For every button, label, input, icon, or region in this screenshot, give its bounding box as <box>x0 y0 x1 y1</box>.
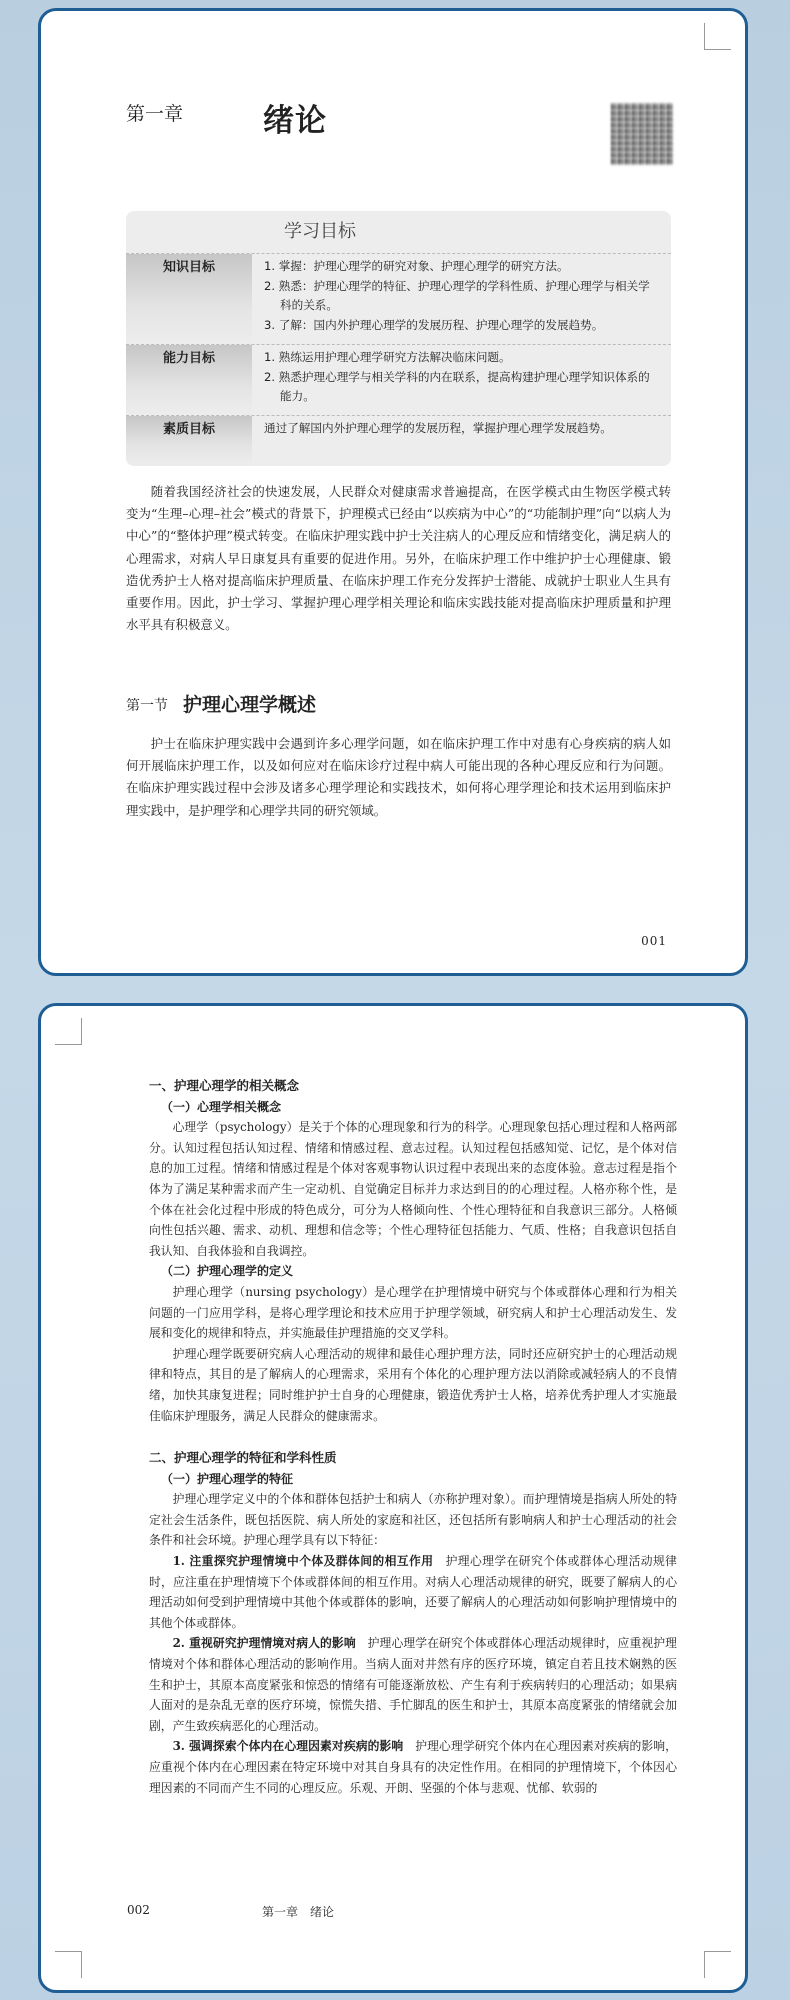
objective-row-ability <box>126 344 671 415</box>
objective-label: 知识目标 <box>126 254 252 344</box>
heading-level-2: （一）心理学相关概念 <box>161 1099 282 1114</box>
section-paragraph: 护士在临床护理实践中会遇到许多心理学问题，如在临床护理工作中对患有心身疾病的病人如何开展临床护理工作，以及如何应对在临床诊疗过程中病人可能出现的各种心理反应和行为问题。在临床护理实践过程中会涉及诸多心理学理论和实践技术，如何将心理学理论和技术运用到临床护理实践中，是护理学和心理学共同的研究领域。 <box>126 736 671 818</box>
page-footer <box>127 1903 335 1919</box>
section-number: 第一节 <box>126 698 168 714</box>
feature-paragraph <box>149 1736 677 1798</box>
body-paragraph: 心理学（psychology）是关于个体的心理现象和行为的科学。心理现象包括心理过程和人格两部分。认知过程包括认知过程、情绪和情感过程、意志过程。认知过程包括感知觉、记忆，是个体对信息的加工过程。情绪和情感过程是个体对客观事物认识过程中表现出来的态度体验。意志过程是指个体为了满足某种需求而产生一定动机、自觉确定目标并力求达到目的的心理过程。人格亦称个性，是个体在社会化过程中形成的特色成分，可分为人格倾向性、个性心理特征和自我意识三部分。人格倾向性包括兴趣、需求、动机、理想和信念等；个性心理特征包括能力、气质、性格；自我意识包括自我认知、自我体验和自我调控。 <box>149 1120 677 1258</box>
qr-code-icon[interactable] <box>611 103 673 165</box>
heading-level-1: 二、护理心理学的特征和学科性质 <box>149 1450 337 1466</box>
objective-item: 2. 熟悉护理心理学与相关学科的内在联系，提高构建护理心理学知识体系的能力。 <box>264 369 650 403</box>
heading-level-1: 一、护理心理学的相关概念 <box>149 1078 300 1093</box>
chapter-label: 第一章 <box>126 103 184 125</box>
crop-mark <box>704 23 731 50</box>
page-two-body <box>149 1076 677 1798</box>
objective-item: 1. 掌握：护理心理学的研究对象、护理心理学的研究方法。 <box>264 259 569 273</box>
objective-item: 2. 熟悉：护理心理学的特征、护理心理学的学科性质、护理心理学与相关学科的关系。 <box>264 278 650 312</box>
heading-level-2: （一）护理心理学的特征 <box>161 1471 294 1486</box>
feature-title: 3. 强调探索个体内在心理因素对疾病的影响 <box>172 1739 404 1754</box>
crop-mark <box>704 1951 731 1978</box>
page-two <box>38 1003 748 1993</box>
section-title: 护理心理学概述 <box>183 694 317 716</box>
page-one <box>38 8 748 976</box>
feature-text: 护理心理学在研究个体或群体心理活动规律时，应重视护理情境对个体和群体心理活动的影响作用。当病人面对井然有序的医疗环境，镇定自若且技术娴熟的医生和护士，其原本高度紧张和惊恐的情绪有可能逐渐放松、产生有利于疾病转归的心理活动；如果病人面对的是杂乱无章的医疗环境，惊慌失措、手忙脚乱的医生和护士，其原本高度紧张的情绪就会加剧，产生致疾病恶化的心理活动。 <box>149 1636 677 1733</box>
feature-paragraph <box>149 1551 677 1633</box>
objective-row-knowledge <box>126 253 671 344</box>
objective-label: 素质目标 <box>126 416 252 466</box>
feature-text: 护理心理学研究个体内在心理因素对疾病的影响，应重视个体内在心理因素在特定环境中对其自身具有的决定性作用。在相同的护理情境下，个体因心理因素的不同而产生不同的心理反应。乐观、开朗、坚强的个体与悲观、忧郁、软弱的 <box>149 1739 677 1795</box>
feature-title: 2. 重视研究护理情境对病人的影响 <box>172 1636 356 1651</box>
learning-objectives-box <box>126 211 671 466</box>
footer-chapter: 第一章 绪论 <box>262 1905 335 1919</box>
objective-label: 能力目标 <box>126 345 252 415</box>
crop-mark <box>55 1951 82 1978</box>
crop-mark <box>55 1018 82 1045</box>
intro-paragraph: 随着我国经济社会的快速发展，人民群众对健康需求普遍提高，在医学模式由生物医学模式转变为“生理–心理–社会”模式的背景下，护理模式已经由“以疾病为中心”的“功能制护理”向“以病人为中心”的“整体护理”模式转变。在临床护理实践中护士关注病人的心理反应和情绪变化，满足病人的心理需求，对病人早日康复具有重要的促进作用。另外，在临床护理工作中维护护士心理健康、锻造优秀护士人格对提高临床护理质量、在临床护理工作充分发挥护士潜能、成就护士职业人生具有重要作用。因此，护士学习、掌握护理心理学相关理论和临床实践技能对提高临床护理质量和护理水平具有积极意义。 <box>126 484 671 633</box>
page-number: 001 <box>641 934 667 948</box>
body-paragraph: 护理心理学定义中的个体和群体包括护士和病人（亦称护理对象）。而护理情境是指病人所处的特定社会生活条件，既包括医院、病人所处的家庭和社区，还包括所有影响病人和护士心理活动的社会条件和社会环境。护理心理学具有以下特征： <box>149 1492 677 1548</box>
objectives-title: 学习目标 <box>284 221 356 242</box>
page-number: 002 <box>127 1903 150 1917</box>
feature-text: 护理心理学在研究个体或群体心理活动规律时，应注重在护理情境下个体或群体间的相互作用。对病人心理活动规律的研究，既要了解病人的心理活动如何受到护理情境中其他个体或群体的影响，还要了解病人的心理活动如何影响护理情境中的其他个体或群体。 <box>149 1554 677 1630</box>
body-paragraph: 护理心理学既要研究病人心理活动的规律和最佳心理护理方法，同时还应研究护士的心理活动规律和特点，其目的是了解病人的心理需求，采用有个体化的心理护理方法以消除或减轻病人的不良情绪，加快其康复进程；同时维护护士自身的心理健康，锻造优秀护士人格，培养优秀护理人才实施最佳临床护理服务，满足人民群众的健康需求。 <box>149 1346 677 1423</box>
feature-title: 1. 注重探究护理情境中个体及群体间的相互作用 <box>172 1554 434 1569</box>
feature-paragraph <box>149 1633 677 1736</box>
chapter-title: 绪论 <box>263 103 327 139</box>
objective-row-quality <box>126 415 671 466</box>
objective-item: 1. 熟练运用护理心理学研究方法解决临床问题。 <box>264 350 511 364</box>
heading-level-2: （二）护理心理学的定义 <box>161 1264 294 1279</box>
objective-item: 通过了解国内外护理心理学的发展历程，掌握护理心理学发展趋势。 <box>264 421 612 435</box>
body-paragraph: 护理心理学（nursing psychology）是心理学在护理情境中研究与个体或群体心理和行为相关问题的一门应用学科，是将心理学理论和技术应用于护理学领域，研究病人和护士心理活动发生、发展和变化的规律和特点，并实施最佳护理措施的交叉学科。 <box>149 1284 677 1341</box>
objective-item: 3. 了解：国内外护理心理学的发展历程、护理心理学的发展趋势。 <box>264 317 604 332</box>
